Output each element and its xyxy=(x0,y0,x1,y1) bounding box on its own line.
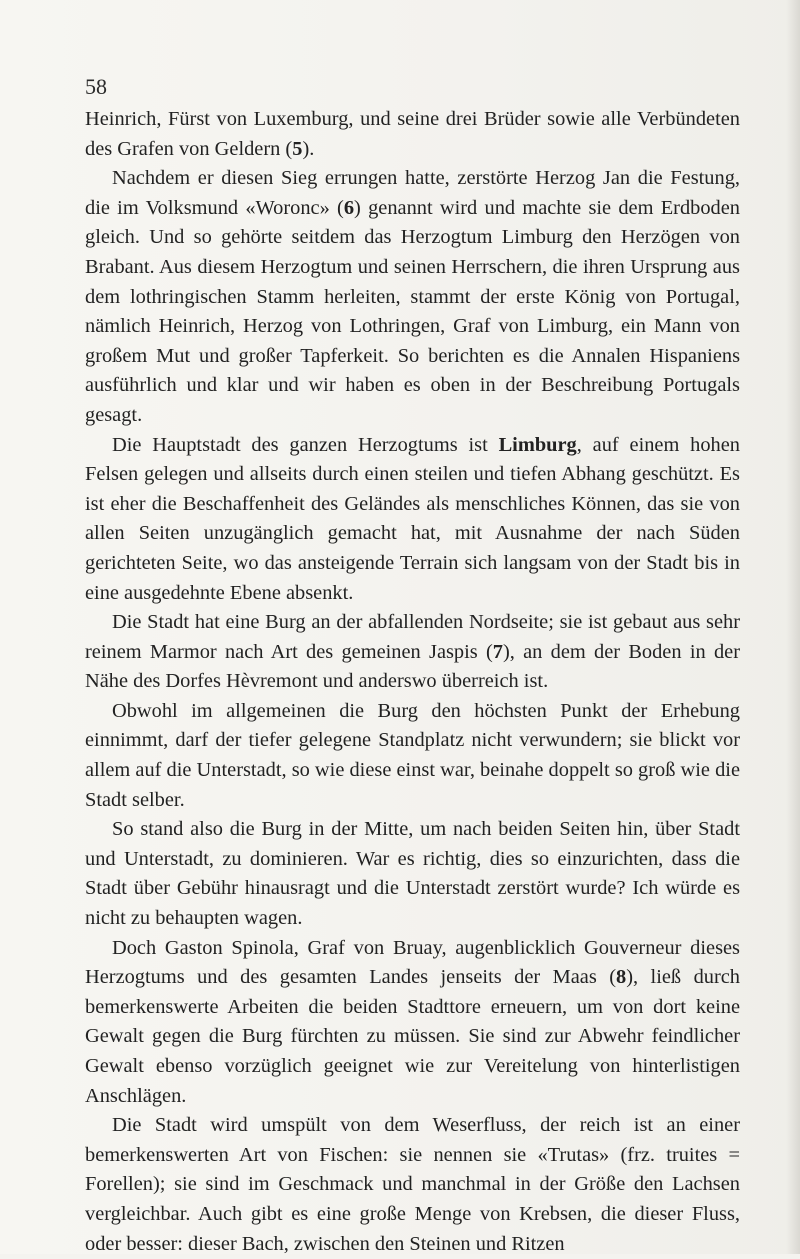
paragraph xyxy=(85,105,740,164)
text-segment: Obwohl im allgemeinen die Burg den höchsten Punkt der Erhebung einnimmt, darf der tiefer gelegene Standplatz nicht verwundern; sie blickt vor allem auf die Unterstadt, so wie diese einst war, beinahe doppelt so groß wie die Stadt selber. xyxy=(85,699,740,811)
body-text xyxy=(85,105,740,1259)
paragraph xyxy=(85,697,740,815)
text-segment: Die Stadt wird umspült von dem Weserfluss, der reich ist an einer bemerkenswerten Art von Fischen: sie nennen sie «Trutas» (frz. truites = Forellen); sie sind im Geschmack und manchmal in der Größe den Lachsen vergleichbar. Auch gibt es eine große Menge von Krebsen, die dieser Fluss, oder besser: dieser Bach, zwischen den Steinen und Ritzen xyxy=(85,1114,740,1255)
text-segment: ). xyxy=(302,137,315,160)
bold-reference: 7 xyxy=(492,640,503,663)
text-segment: ), an dem der Boden in der Nähe des Dorfes Hèvremont und anderswo überreich ist. xyxy=(85,640,740,693)
text-segment: , auf einem hohen Felsen gelegen und allseits durch einen steilen und tiefen Abhang geschützt. Es ist eher die Beschaffenheit des Geländes als menschliches Können, das sie von allen Seiten unzugänglich gemacht hat, mit Ausnahme der nach Süden gerichteten Seite, wo das ansteigende Terrain sich langsam von der Stadt bis in eine ausgedehnte Ebene absenkt. xyxy=(85,433,740,604)
page-edge-shadow xyxy=(786,0,800,1254)
bold-reference: 8 xyxy=(616,966,627,989)
paragraph xyxy=(85,1111,740,1259)
bold-reference: 5 xyxy=(292,137,303,160)
bold-reference: Limburg xyxy=(498,433,577,456)
text-segment: Doch Gaston Spinola, Graf von Bruay, augenblicklich Gouverneur dieses Herzogtums und des gesamten Landes jenseits der Maas ( xyxy=(85,936,740,989)
paragraph xyxy=(85,431,740,609)
paragraph xyxy=(85,164,740,430)
text-segment: ) genannt wird und machte sie dem Erdboden gleich. Und so gehörte seitdem das Herzogtum Limburg den Herzögen von Brabant. Aus diesem Herzogtum und seinen Herrschern, die ihren Ursprung aus dem lothringischen Stamm herleiten, stammt der erste König von Portugal, nämlich Heinrich, Herzog von Lothringen, Graf von Limburg, ein Mann von großem Mut und großer Tapferkeit. So berichten es die Annalen Hispaniens ausführlich und klar und wir haben es oben in der Beschreibung Portugals gesagt. xyxy=(85,196,740,426)
bold-reference: 6 xyxy=(343,196,355,219)
text-segment: Nachdem er diesen Sieg errungen hatte, zerstörte Herzog Jan die Festung, die im Volksmund «Woronc» ( xyxy=(85,167,740,219)
paragraph xyxy=(85,934,740,1112)
text-segment: ), ließ durch bemerkenswerte Arbeiten die beiden Stadttore erneuern, um von dort keine Gewalt gegen die Burg fürchten zu müssen. Sie sind zur Abwehr feindlicher Gewalt ebenso vorzüglich geeignet wie zur Vereitelung von hinterlistigen Anschlägen. xyxy=(85,966,740,1107)
paragraph xyxy=(85,815,740,933)
text-segment: Die Hauptstadt des ganzen Herzogtums ist xyxy=(112,433,499,456)
text-segment: Heinrich, Fürst von Luxemburg, und seine drei Brüder sowie alle Verbündeten des Grafen von Geldern ( xyxy=(85,108,740,160)
paragraph xyxy=(85,608,740,697)
page-number: 58 xyxy=(85,74,107,99)
text-segment: Die Stadt hat eine Burg an der abfallenden Nordseite; sie ist gebaut aus sehr reinem Marmor nach Art des gemeinen Jaspis ( xyxy=(85,611,740,663)
text-segment: So stand also die Burg in der Mitte, um nach beiden Seiten hin, über Stadt und Unterstadt, zu dominieren. War es richtig, dies so einzurichten, dass die Stadt über Gebühr hinausragt und die Unterstadt zerstört wurde? Ich würde es nicht zu behaupten wagen. xyxy=(85,818,740,930)
